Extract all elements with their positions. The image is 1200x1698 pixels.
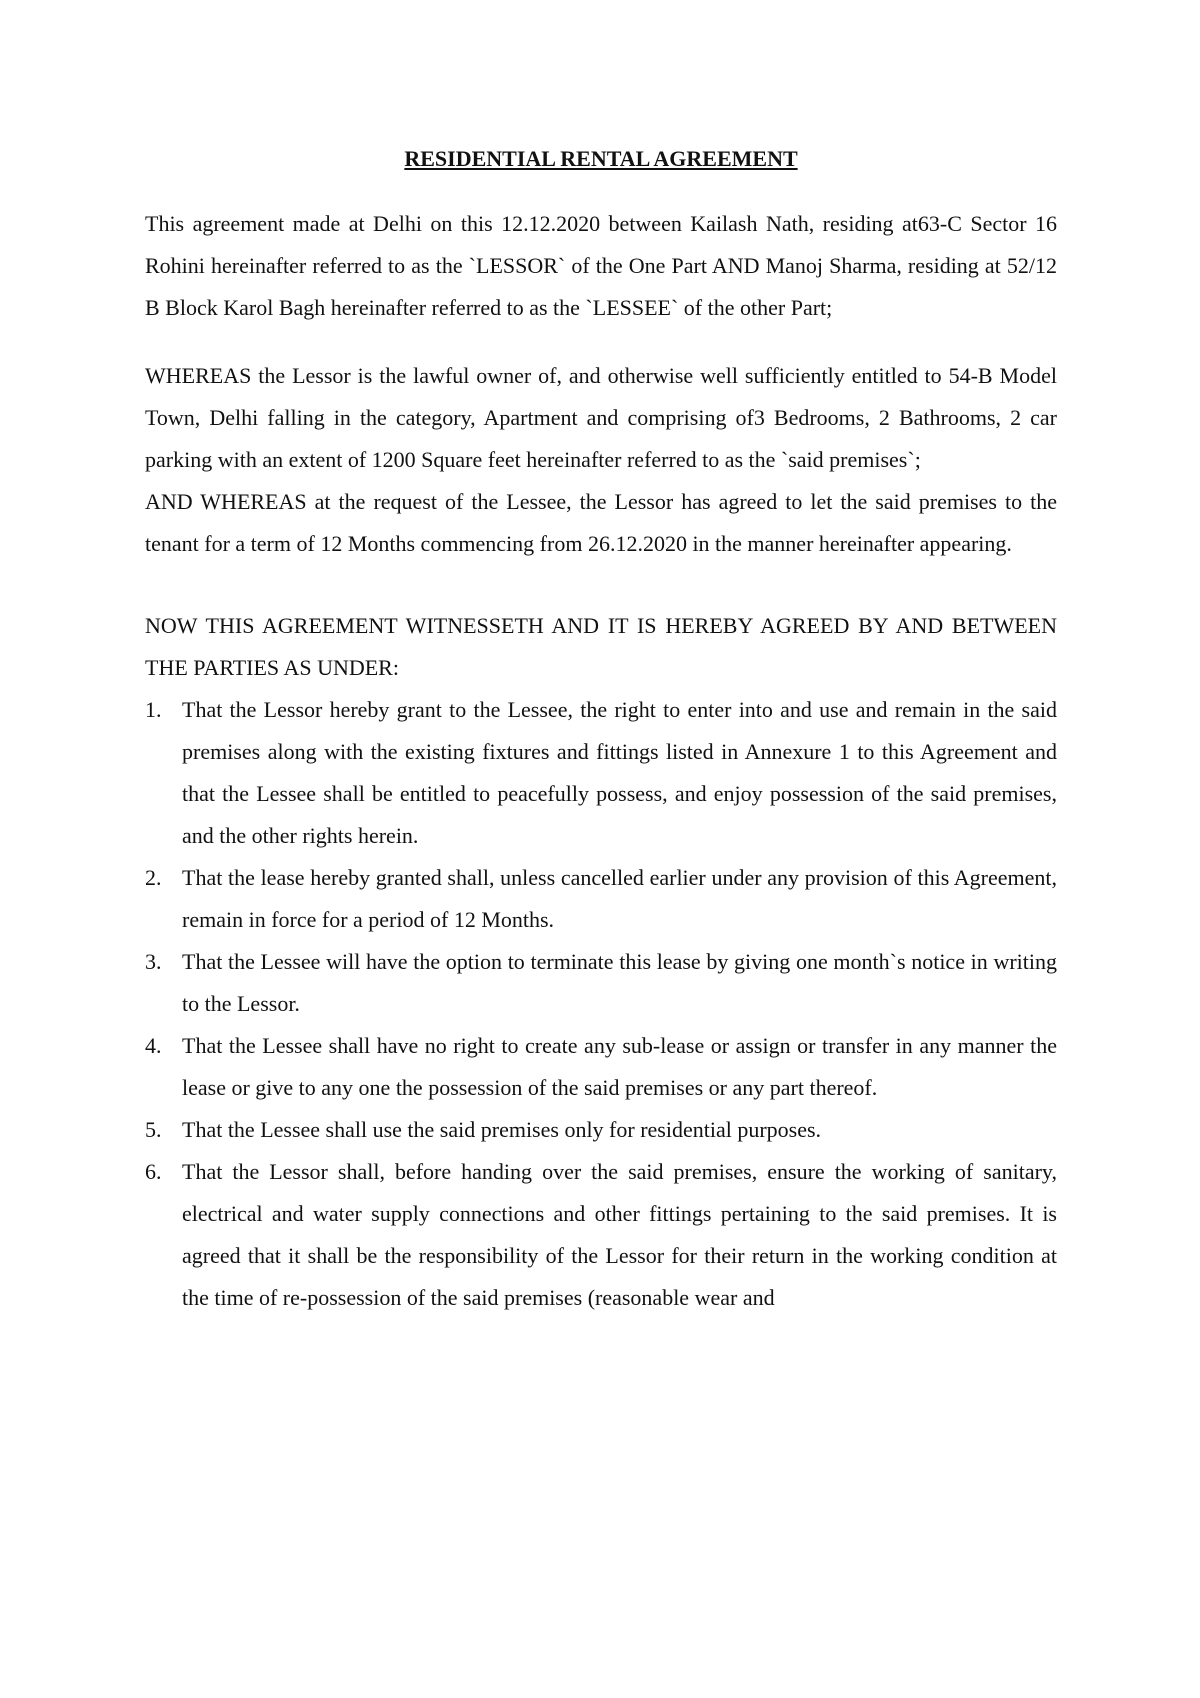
term-item (145, 857, 1057, 941)
terms-list (145, 689, 1057, 1319)
term-item (145, 1109, 1057, 1151)
term-text: That the lease hereby granted shall, unless cancelled earlier under any provision of this Agreement, remain in force for a period of 12 Months. (182, 865, 1057, 932)
whereas-paragraph-1: WHEREAS the Lessor is the lawful owner of, and otherwise well sufficiently entitled to 54-B Model Town, Delhi falling in the category, Apartment and comprising of3 Bedrooms, 2 Bathrooms, 2 car parking with an extent of 1200 Square feet hereinafter referred to as the `said premises`; (145, 363, 1057, 472)
term-item (145, 941, 1057, 1025)
term-number: 2. (145, 865, 162, 890)
term-item (145, 1151, 1057, 1319)
term-text: That the Lessor shall, before handing over the said premises, ensure the working of sanitary, electrical and water supply connections and other fittings pertaining to the said premises. It is agreed that it shall be the responsibility of the Lessor for their return in the working condition at the time of re-possession of the said premises (reasonable wear and (182, 1159, 1057, 1310)
document-body (145, 145, 1057, 1319)
intro-paragraph: This agreement made at Delhi on this 12.12.2020 between Kailash Nath, residing at63-C Sector 16 Rohini hereinafter referred to as the `LESSOR` of the One Part AND Manoj Sharma, residing at 52/12 B Block Karol Bagh hereinafter referred to as the `LESSEE` of the other Part; (145, 211, 1057, 320)
spacer (145, 329, 1057, 355)
term-number: 6. (145, 1159, 162, 1184)
term-text: That the Lessee will have the option to terminate this lease by giving one month`s notice in writing to the Lessor. (182, 949, 1057, 1016)
term-number: 5. (145, 1117, 162, 1142)
term-number: 4. (145, 1033, 162, 1058)
term-item (145, 689, 1057, 857)
term-item (145, 1025, 1057, 1109)
spacer (145, 565, 1057, 605)
term-text: That the Lessor hereby grant to the Lessee, the right to enter into and use and remain in the said premises along with the existing fixtures and fittings listed in Annexure 1 to this Agreement and that the Lessee shall be entitled to peacefully possess, and enjoy possession of the said premises, and the other rights herein. (182, 697, 1057, 848)
term-number: 1. (145, 697, 162, 722)
witnesseth-heading: NOW THIS AGREEMENT WITNESSETH AND IT IS HEREBY AGREED BY AND BETWEEN THE PARTIES AS UNDER: (145, 613, 1057, 680)
term-text: That the Lessee shall use the said premises only for residential purposes. (182, 1117, 822, 1142)
term-number: 3. (145, 949, 162, 974)
whereas-paragraph-2: AND WHEREAS at the request of the Lessee, the Lessor has agreed to let the said premises to the tenant for a term of 12 Months commencing from 26.12.2020 in the manner hereinafter appearing. (145, 489, 1057, 556)
document-title: RESIDENTIAL RENTAL AGREEMENT (404, 146, 798, 171)
term-text: That the Lessee shall have no right to create any sub-lease or assign or transfer in any manner the lease or give to any one the possession of the said premises or any part thereof. (182, 1033, 1057, 1100)
